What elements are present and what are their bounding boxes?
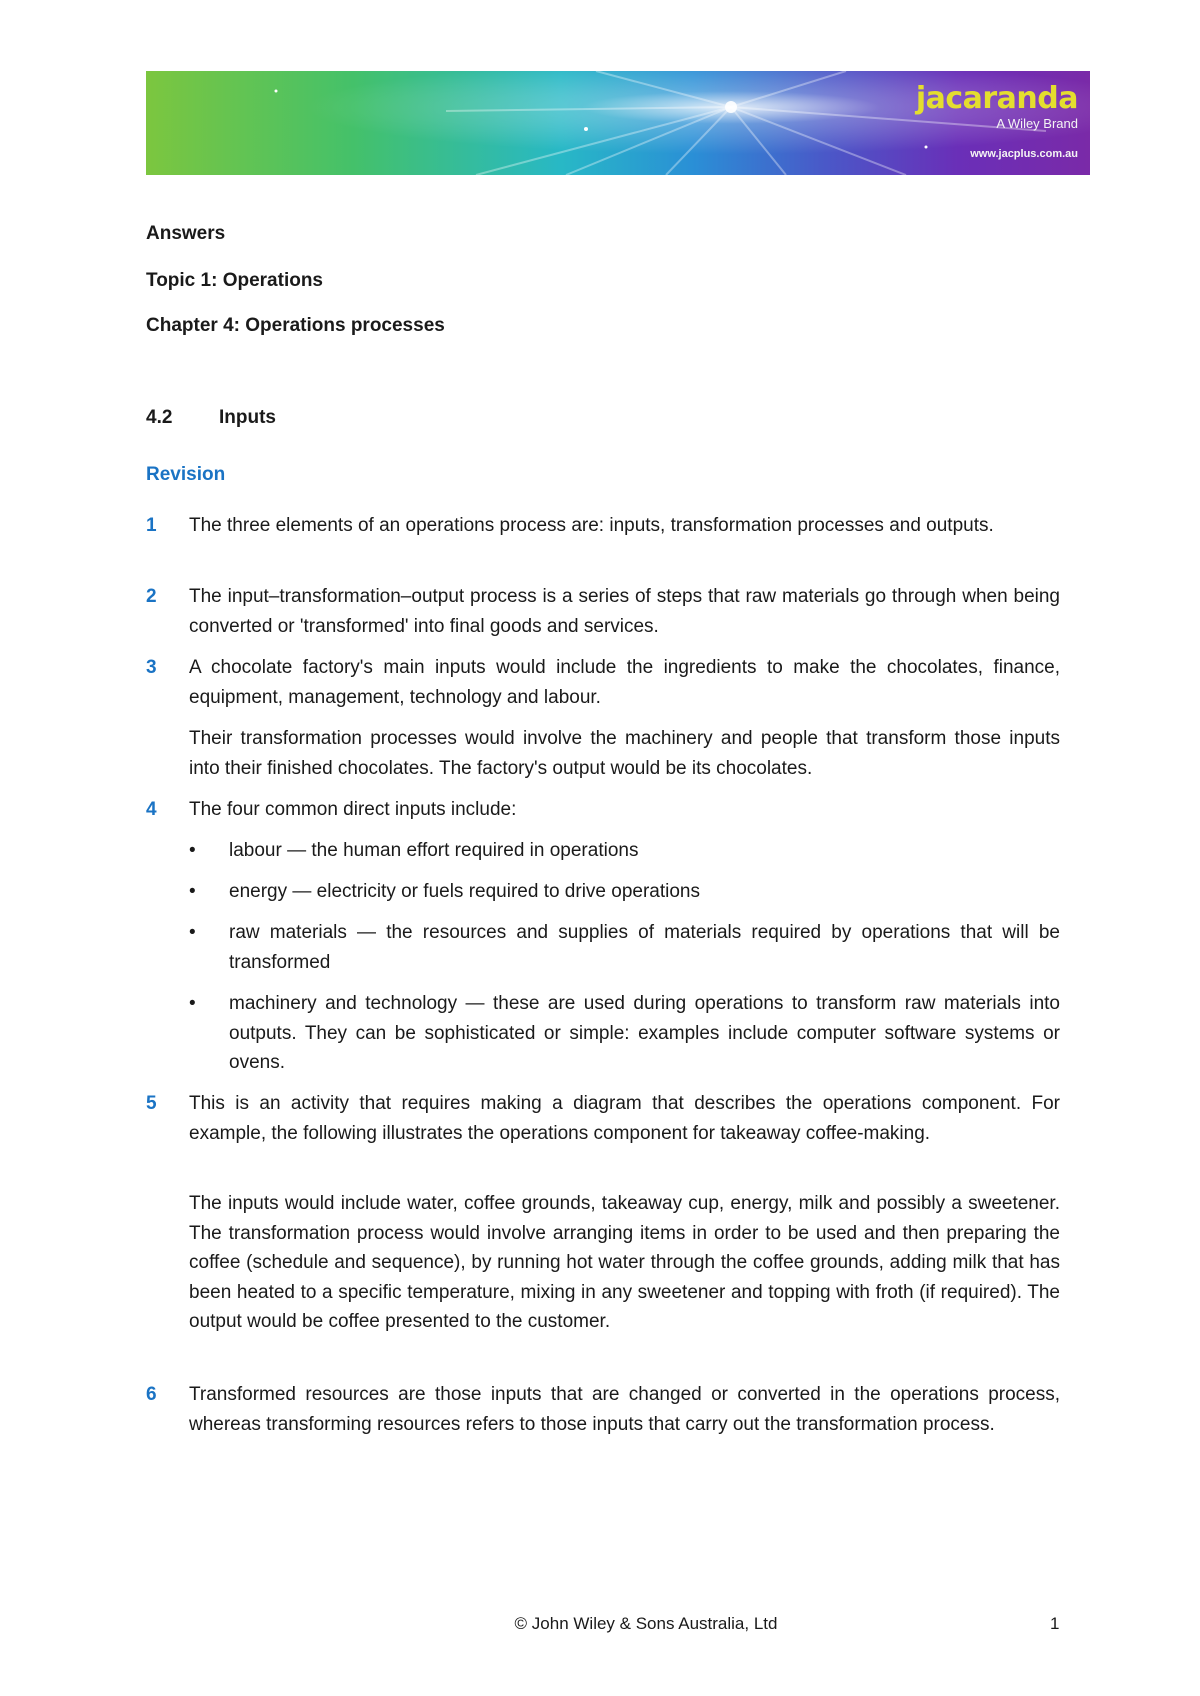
section-title: Inputs — [219, 407, 276, 428]
answer-number: 1 — [146, 515, 157, 536]
answer-item-6 — [146, 1380, 1060, 1439]
answer-text: The three elements of an operations process are: inputs, transformation processes and outputs. — [189, 515, 994, 536]
answer-3-continuation: Their transformation processes would involve the machinery and people that transform those inputs into their finished chocolates. The factory's output would be its chocolates. — [189, 728, 1060, 779]
page-number: 1 — [1050, 1614, 1060, 1633]
answer-text: A chocolate factory's main inputs would include the ingredients to make the chocolates, finance, equipment, management, technology and labour. — [189, 657, 1060, 708]
bullet-item — [189, 877, 1060, 907]
answer-item-3 — [146, 653, 1060, 712]
answer-item-1 — [146, 511, 1060, 541]
bullet-text: labour — the human effort required in operations — [229, 840, 639, 861]
answer-item-4 — [146, 795, 1060, 825]
answer-number: 4 — [146, 799, 157, 820]
bullet-text: energy — electricity or fuels required to drive operations — [229, 881, 701, 902]
answer-5-continuation: The inputs would include water, coffee grounds, takeaway cup, energy, milk and possibly a sweetener. The transformation process would involve arranging items in order to be used and then preparing the coffee (schedule and sequence), by running hot water through the coffee grounds, adding milk that has been heated to a specific temperature, mixing in any sweetener and topping with froth (if required). The output would be coffee presented to the customer. — [189, 1193, 1060, 1332]
section-number: 4.2 — [146, 407, 173, 428]
answer-number: 5 — [146, 1093, 157, 1114]
jacaranda-banner — [146, 71, 1090, 175]
answers-heading: Answers — [146, 223, 226, 244]
answer-number: 3 — [146, 657, 157, 678]
bullet-icon: • — [189, 922, 196, 943]
bullet-icon: • — [189, 881, 196, 902]
bullet-item — [189, 836, 1060, 866]
answer-item-5 — [146, 1089, 1060, 1148]
answer-text: The four common direct inputs include: — [189, 799, 517, 820]
answer-text: Transformed resources are those inputs that are changed or converted in the operations process, whereas transforming resources refers to those inputs that carry out the transformation process. — [189, 1384, 1060, 1435]
section-heading — [146, 406, 276, 430]
copyright-text: © John Wiley & Sons Australia, Ltd — [514, 1614, 778, 1633]
bullet-item — [189, 918, 1060, 977]
brand-url: www.jacplus.com.au — [970, 148, 1078, 160]
brand-logo-text: jacaranda — [915, 81, 1078, 116]
bullet-icon: • — [189, 840, 196, 861]
answer-number: 2 — [146, 586, 157, 607]
bullet-item — [189, 989, 1060, 1078]
brand-block — [916, 83, 1078, 161]
chapter-heading: Chapter 4: Operations processes — [146, 315, 445, 336]
brand-subtitle: A Wiley Brand — [996, 116, 1078, 131]
bullet-text: machinery and technology — these are used during operations to transform raw materials into outputs. They can be sophisticated or simple: examples include computer software systems or ovens. — [229, 993, 1060, 1073]
bullet-text: raw materials — the resources and supplies of materials required by operations that will be transformed — [229, 922, 1060, 973]
answer-item-2 — [146, 582, 1060, 641]
answer-number: 6 — [146, 1384, 157, 1405]
topic-heading: Topic 1: Operations — [146, 270, 324, 291]
bullet-icon: • — [189, 993, 196, 1014]
revision-label: Revision — [146, 464, 226, 485]
answer-text: This is an activity that requires making a diagram that describes the operations component. For example, the following illustrates the operations component for takeaway coffee-making. — [189, 1093, 1060, 1144]
answer-text: The input–transformation–output process is a series of steps that raw materials go through when being converted or 'transformed' into final goods and services. — [189, 586, 1060, 637]
